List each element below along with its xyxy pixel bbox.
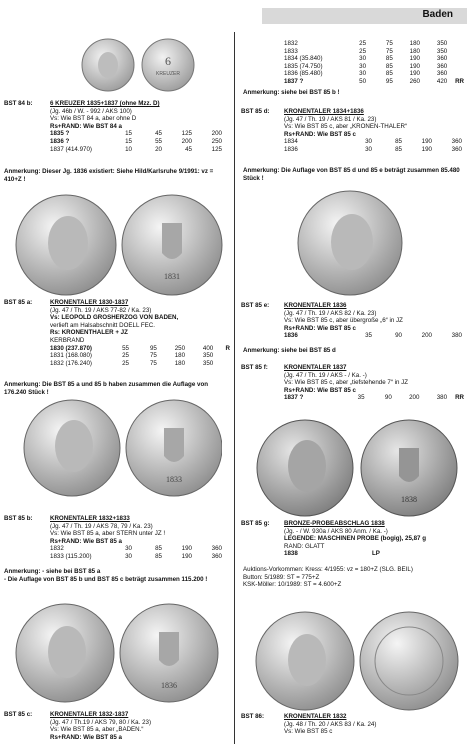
price-row: 1837 (414.970) 10 20 45 125 (50, 145, 222, 153)
entry-ref: (Jg. 47 / Th. 19 / AKS - / Ka. -) (284, 371, 367, 379)
entry-85c-continuation (284, 40, 464, 86)
coin-year-text: 1831 (164, 272, 180, 281)
entry-label: BST 85 e: (241, 302, 270, 309)
entry-title: KRONENTALER 1837 (284, 364, 347, 371)
portrait-head (98, 52, 118, 78)
entry-title: KRONENTALER 1834+1836 (284, 108, 364, 115)
auction-record: KSK-Möller: 10/1989: ST = 4.600+Z (243, 581, 342, 589)
price-table (50, 345, 230, 368)
entry-obverse: Vs: Wie BST 85 a, aber „BADEN.“ (50, 726, 144, 734)
entry-title: KRONENTALER 1832+1833 (50, 515, 130, 522)
entry-note: Anmerkung: Die BST 85 a und 85 b haben zusammen die Auflage von 176.240 Stück ! (4, 381, 208, 396)
entry-legend: LEGENDE: MASCHINEN PROBE (bogig), 25,87 g (284, 535, 426, 543)
coin-85a-image (14, 193, 224, 298)
entry-title: KRONENTALER 1836 (284, 302, 347, 309)
entry-obverse: Vs: Wie BST 85 c, aber „tiefstehende 7“ in JZ (284, 379, 409, 387)
price-row: 1833 25 75 180 350 (284, 47, 448, 55)
entry-label: BST 85 d: (241, 108, 270, 115)
entry-obverse: Vs: Wie BST 85 c (284, 728, 333, 736)
coin-year-text: 1838 (401, 495, 417, 504)
price-table (284, 40, 464, 86)
price-row: 1831 (168.080) 25 75 180 350 (50, 352, 214, 360)
coin-unit-text: KREUZER (156, 71, 180, 77)
price-row: 1834 (35.840) 30 85 190 360 (284, 55, 448, 63)
entry-note: Anmerkung: siehe bei BST 85 b ! (243, 89, 340, 96)
entry-obverse: Vs: Wie BST 85 a, aber STERN unter JZ ! (50, 530, 166, 538)
entry-label: BST 85 b: (4, 515, 33, 522)
entry-note: Anmerkung: Dieser Jg. 1836 existiert: Siehe Hild/Karlsruhe 9/1991: vz = 410+Z ! (4, 168, 214, 183)
coat-of-arms-shield (164, 428, 184, 462)
coat-of-arms-shield (159, 632, 179, 666)
entry-label: BST 84 b: (4, 100, 33, 107)
price-row: 1837 ? 35 90 200 380 RR (284, 394, 464, 402)
entry-label: BST 85 f: (241, 364, 268, 371)
entry-reverse: Rs+RAND: Wie BST 85 c (284, 324, 356, 332)
entry-reverse: Rs+RAND: Wie BST 84 a (50, 122, 122, 130)
entry-reverse: Rs+RAND: Wie BST 85 c (284, 130, 356, 138)
price-row: 1832 (176.240) 25 75 180 350 (50, 359, 214, 367)
price-row: 1836 ? 15 55 200 250 (50, 137, 222, 145)
coat-of-arms-shield (399, 448, 419, 482)
entry-ref: (Jg. 47 / Th. 19 / AKS 82 / Ka. 23) (284, 309, 377, 317)
coin-85c-image (14, 602, 219, 704)
price-row: 1830 (237.870) 55 95 250 400 R (50, 344, 230, 352)
coin-6-kreuzer-image (80, 35, 200, 95)
entry-obverse: Vs: Wie BST 85 c, aber „KRONEN-THALER“ (284, 123, 407, 131)
auction-records (243, 566, 465, 589)
entry-obverse: Vs: LEOPOLD GROSHERZOG VON BADEN, (50, 314, 179, 322)
entry-label: BST 85 g: (241, 520, 270, 527)
page-title: Baden (422, 9, 453, 20)
price-row: 1835 ? 15 45 125 200 (50, 130, 222, 138)
price-row: 1836 (85.480) 30 85 190 360 (284, 70, 448, 78)
price-table (50, 545, 222, 560)
price-row: 1836 30 85 190 360 (284, 145, 462, 153)
entry-obverse: Vs: Wie BST 84 a, aber ohne D (50, 115, 137, 123)
entry-reverse: Rs+RAND: Wie BST 85 a (50, 733, 122, 741)
entry-ref: (Jg. 48 / Th. 20 / AKS 83 / Ka. 24) (284, 720, 377, 728)
entry-ref: (Jg. 47 / Th.19 / AKS 79, 80 / Ka. 23) (50, 718, 152, 726)
entry-reverse: Rs+RAND: Wie BST 85 c (284, 386, 356, 394)
price-table (284, 138, 462, 153)
entry-reverse: Rs: KRONENTHALER + JZ (50, 329, 128, 337)
entry-ref: (Jg. 47 / Th. 19 / AKS 78, 79 / Ka. 23) (50, 522, 153, 530)
portrait-head (55, 420, 93, 472)
price-row: 1832 30 85 190 360 (50, 545, 222, 553)
entry-label: BST 85 c: (4, 711, 33, 718)
entry-reverse: Rs+RAND: Wie BST 85 a (50, 537, 122, 545)
entry-note: Anmerkung: - siehe bei BST 85 a (4, 568, 101, 575)
portrait-head (288, 440, 326, 492)
entry-title: KRONENTALER 1832-1837 (50, 711, 129, 718)
entry-title: KRONENTALER 1832 (284, 713, 347, 720)
entry-edge: KERBRAND (50, 336, 85, 344)
entry-note-2: - Die Auflage von BST 85 b und BST 85 c beträgt zusammen 115.200 ! (4, 576, 208, 583)
entry-ref: (Jg. 46b / W. - 992 / AKS 100) (50, 107, 132, 115)
entry-edge: RAND: GLATT (284, 542, 325, 550)
auction-record: Button: 5/1989: ST = 775+Z (243, 573, 320, 581)
portrait-head (48, 626, 86, 678)
entry-obverse-detail: verlieft am Halsabschnitt DOELL FEC. (50, 321, 155, 329)
price-row: 1832 25 75 180 350 (284, 40, 448, 47)
price-table (284, 394, 464, 402)
entry-title: BRONZE-PROBEABSCHLAG 1838 (284, 520, 385, 527)
entry-label: BST 85 a: (4, 299, 33, 306)
coin-value-text: 6 (165, 54, 171, 68)
price-table (284, 332, 462, 340)
price-row: 1835 (74.750) 30 85 190 360 (284, 62, 448, 70)
portrait-head (331, 214, 373, 270)
auction-record: Auktions-Vorkommen: Kress: 4/1955: vz = 180+Z (SLG. BEIL) (243, 566, 413, 573)
price-row: 1836 35 90 200 380 (284, 332, 462, 340)
column-divider (234, 32, 235, 744)
price-row: 1833 (115.200) 30 85 190 360 (50, 552, 222, 560)
portrait-head (288, 634, 326, 686)
price-row: 1834 30 85 190 360 (284, 138, 462, 146)
entry-title: KRONENTALER 1830-1837 (50, 299, 129, 306)
entry-ref: (Jg. 47 / Th. 19 / AKS 77-82 / Ka. 23) (50, 306, 152, 314)
entry-note: Anmerkung: siehe bei BST 85 d (243, 347, 336, 354)
entry-obverse: Vs: Wie BST 85 c, aber übergroße „6“ in JZ (284, 317, 403, 325)
entry-ref: (Jg. - / W. 930a / AKS 80 Anm. / Ka. -) (284, 527, 388, 535)
entry-ref: (Jg. 47 / Th. 19 / AKS 81 / Ka. 23) (284, 115, 377, 123)
coin-85g-image (255, 418, 460, 518)
coin-85b-image (22, 398, 222, 498)
price-row: 1838 LP (284, 550, 380, 558)
page-header-bar (262, 8, 467, 24)
entry-label: BST 86: (241, 713, 265, 720)
price-table (50, 130, 222, 153)
portrait-head (48, 216, 88, 270)
coin-year-text: 1836 (161, 681, 177, 690)
coin-85e-image (295, 188, 405, 298)
entry-title: 6 KREUZER 1835+1837 (ohne Mzz. D) (50, 100, 160, 107)
coin-86-image (254, 610, 459, 712)
price-row: 1837 ? 50 95 260 420 RR (284, 77, 464, 85)
coat-of-arms-shield (162, 223, 182, 259)
coin-year-text: 1833 (166, 475, 182, 484)
entry-note: Anmerkung: Die Auflage von BST 85 d und 85 e beträgt zusammen 85.480 Stück ! (243, 167, 460, 182)
